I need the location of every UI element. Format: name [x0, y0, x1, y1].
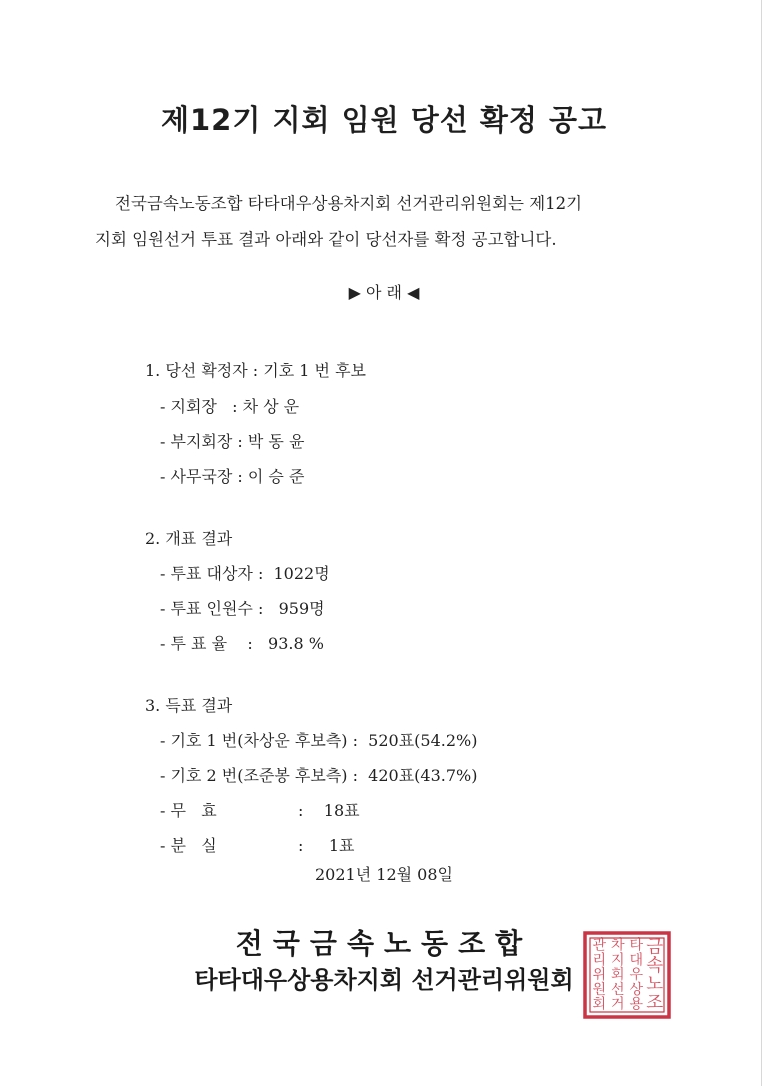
seal-glyph: 관 [592, 937, 607, 954]
section3-item: - 기호 1 번(차상운 후보측) : 520표(54.2%) [160, 731, 478, 750]
org-name-line2: 타타대우상용차지회 선거관리위원회 [194, 966, 574, 994]
org-name-line1: 전국금속노동조합 [235, 927, 533, 960]
section3-item: - 분 실 : 1표 [160, 836, 355, 855]
seal-glyph: 우 [629, 967, 644, 984]
intro-line-2: 지회 임원선거 투표 결과 아래와 같이 당선자를 확정 공고합니다. [95, 230, 557, 249]
seal-glyph: 회 [592, 996, 607, 1013]
section2-item: - 투표 인원수 : 959명 [160, 599, 325, 618]
section2-title: 2. 개표 결과 [145, 529, 233, 548]
intro-line-1: 전국금속노동조합 타타대우상용차지회 선거관리위원회는 제12기 [115, 194, 583, 213]
seal-glyph: 노 [646, 974, 664, 995]
section2-item: - 투 표 율 : 93.8 % [160, 634, 324, 653]
seal-glyph: 상 [629, 981, 644, 998]
section3-item: - 무 효 : 18표 [160, 801, 360, 820]
seal-glyph: 위 [592, 967, 607, 984]
seal-glyph: 타 [629, 937, 644, 954]
official-seal [582, 930, 672, 1020]
seal-glyph: 용 [629, 996, 644, 1013]
seal-glyph: 거 [610, 996, 625, 1013]
section-heading-arae: ▶ 아 래 ◀ [348, 283, 420, 302]
page-title: 제12기 지회 임원 당선 확정 공고 [160, 103, 607, 137]
section1-item: - 지회장 : 차 상 운 [160, 397, 300, 416]
intro-paragraph [95, 186, 695, 258]
section2-item: - 투표 대상자 : 1022명 [160, 564, 330, 583]
seal-glyph: 선 [610, 981, 625, 998]
section1-title: 1. 당선 확정자 : 기호 1 번 후보 [145, 361, 366, 380]
seal-glyph: 회 [610, 967, 625, 984]
seal-glyph: 속 [646, 955, 664, 976]
section3-item: - 기호 2 번(조준봉 후보측) : 420표(43.7%) [160, 766, 478, 785]
section1-item: - 사무국장 : 이 승 준 [160, 467, 305, 486]
seal-glyph: 원 [592, 981, 607, 998]
announcement-date: 2021년 12월 08일 [315, 865, 453, 884]
seal-glyph: 금 [646, 937, 664, 958]
seal-glyph: 조 [646, 992, 664, 1013]
section1-item: - 부지회장 : 박 동 윤 [160, 432, 305, 451]
seal-glyph: 대 [629, 952, 644, 969]
section3-title: 3. 득표 결과 [145, 696, 233, 715]
seal-glyph: 리 [592, 952, 607, 969]
seal-glyph: 지 [610, 952, 625, 969]
seal-glyph: 차 [610, 937, 625, 954]
